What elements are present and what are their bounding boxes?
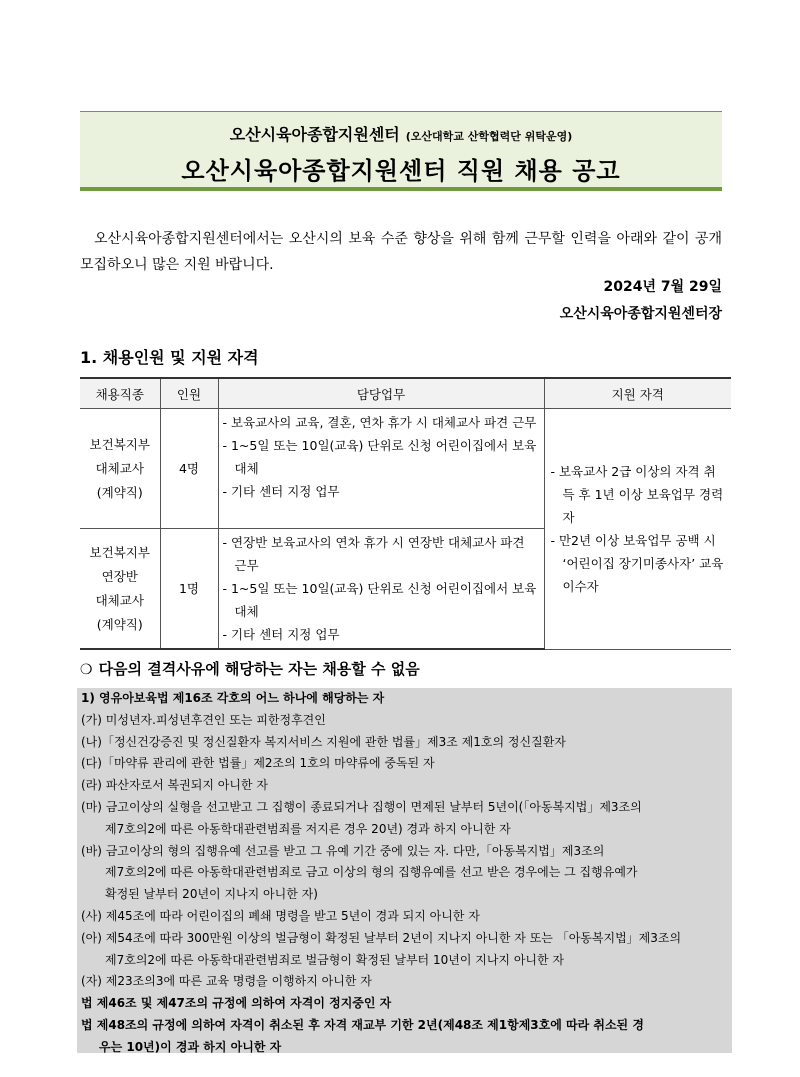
duty-item: - 기타 센터 지정 업무 — [222, 484, 340, 499]
qualification-item: - 만2년 이상 보육업무 공백 시 ‘어린이집 장기미종사자’ 교육 이수자 — [550, 532, 724, 594]
signer: 오산시육아종합지원센터장 — [559, 306, 722, 322]
list-item-continued: 제7호의2에 따른 아동학대관련범죄를 저지른 경우 20년) 경과 하지 아니한 자 — [105, 821, 511, 836]
disqualification-notice — [80, 658, 420, 679]
list-item: (바) 금고이상의 형의 집행유예 선고를 받고 그 유예 기간 중에 있는 자. 다만,「아동복지법」제3조의 — [81, 843, 605, 858]
duty-item: - 기타 센터 지정 업무 — [222, 627, 340, 642]
page-title: 오산시육아종합지원센터 직원 채용 공고 — [181, 157, 621, 185]
list-item: (사) 제45조에 따라 어린이집의 폐쇄 명령을 받고 5년이 경과 되지 아니한 자 — [81, 908, 480, 923]
job-type-cell: 보건복지부 대체교사 (계약직) — [80, 409, 160, 529]
duty-item: - 연장반 보육교사의 연차 휴가 시 연장반 대체교사 파견 근무 — [222, 535, 525, 573]
org-name: 오산시육아종합지원센터 — [229, 125, 400, 144]
count-cell: 1명 — [160, 529, 218, 650]
list-item: (다)「마약류 관리에 관한 법률」제2조의 1호의 마약류에 중독된 자 — [81, 756, 435, 771]
org-subtitle: (오산대학교 산학협력단 위탁운영) — [405, 130, 573, 143]
disqualification-box — [77, 688, 732, 1053]
list-item: (나)「정신건강증진 및 정신질환자 복지서비스 지원에 관한 법률」제3조 제1호의 정신질환자 — [81, 734, 566, 749]
disqualification-heading: 1) 영유아보육법 제16조 각호의 어느 하나에 해당하는 자 — [81, 691, 385, 705]
intro-paragraph: 오산시육아종합지원센터에서는 오산시의 보육 수준 향상을 위해 함께 근무할 인력을 아래와 같이 공개 모집하오니 많은 지원 바랍니다. — [80, 231, 722, 273]
recruitment-table — [80, 377, 731, 650]
title-banner — [80, 111, 722, 191]
duty-item: - 보육교사의 교육, 결혼, 연차 휴가 시 대체교사 파견 근무 — [222, 415, 537, 430]
org-line — [80, 122, 722, 145]
disqualification-extra: 법 제48조의 규정에 의하여 자격이 취소된 후 자격 재교부 기한 2년(제48조 제1항제3호에 따라 취소된 경 — [81, 1017, 644, 1032]
qualifications-cell — [544, 409, 731, 650]
list-item: (라) 파산자로서 복권되지 아니한 자 — [81, 778, 268, 793]
section-title: 1. 채용인원 및 지원 자격 — [80, 348, 259, 367]
count-cell: 4명 — [160, 409, 218, 529]
disqualification-extra-continued: 우는 10년)이 경과 하지 아니한 자 — [99, 1039, 282, 1054]
job-type-cell: 보건복지부 연장반 대체교사 (계약직) — [80, 529, 160, 650]
duty-item: - 1~5일 또는 10일(교육) 단위로 신청 어린이집에서 보육 대체 — [222, 438, 537, 476]
list-item-continued: 제7호의2에 따른 아동학대관련범죄로 벌금형이 확정된 날부터 10년이 지나지 아니한 자 — [105, 952, 565, 967]
list-item-continued: 확정된 날부터 20년이 지나지 아니한 자) — [105, 887, 318, 902]
header-qualifications: 지원 자격 — [544, 378, 731, 409]
disqualification-extra: 법 제46조 및 제47조의 규정에 의하여 자격이 정지중인 자 — [81, 996, 392, 1011]
header-job-type: 채용직종 — [80, 378, 160, 409]
table-header-row — [80, 378, 731, 409]
duty-item: - 1~5일 또는 10일(교육) 단위로 신청 어린이집에서 보육 대체 — [222, 581, 537, 619]
header-duties: 담당업무 — [218, 378, 544, 409]
announcement-date: 2024년 7월 29일 — [603, 279, 722, 295]
notice-text: 다음의 결격사유에 해당하는 자는 채용할 수 없음 — [98, 660, 420, 678]
duties-cell — [218, 409, 544, 529]
table-row — [80, 409, 731, 529]
list-item-continued: 제7호의2에 따른 아동학대관련범죄로 금고 이상의 형의 집행유예를 선고 받은 경우에는 그 집행유예가 — [105, 865, 638, 880]
list-item: (가) 미성년자.피성년후견인 또는 피한정후견인 — [81, 712, 326, 727]
qualification-item: - 보육교사 2급 이상의 자격 취득 후 1년 이상 보육업무 경력자 — [550, 463, 724, 525]
header-count: 인원 — [160, 378, 218, 409]
list-item: (아) 제54조에 따라 300만원 이상의 벌금형이 확정된 날부터 2년이 지나지 아니한 자 또는 「아동복지법」제3조의 — [81, 930, 682, 945]
list-item: (자) 제23조의3에 따른 교육 명령을 이행하지 아니한 자 — [81, 974, 372, 989]
list-item: (마) 금고이상의 실형을 선고받고 그 집행이 종료되거나 집행이 면제된 날부터 5년이(「아동복지법」제3조의 — [81, 799, 642, 814]
circle-bullet-icon: ❍ — [80, 662, 93, 678]
duties-cell — [218, 529, 544, 650]
